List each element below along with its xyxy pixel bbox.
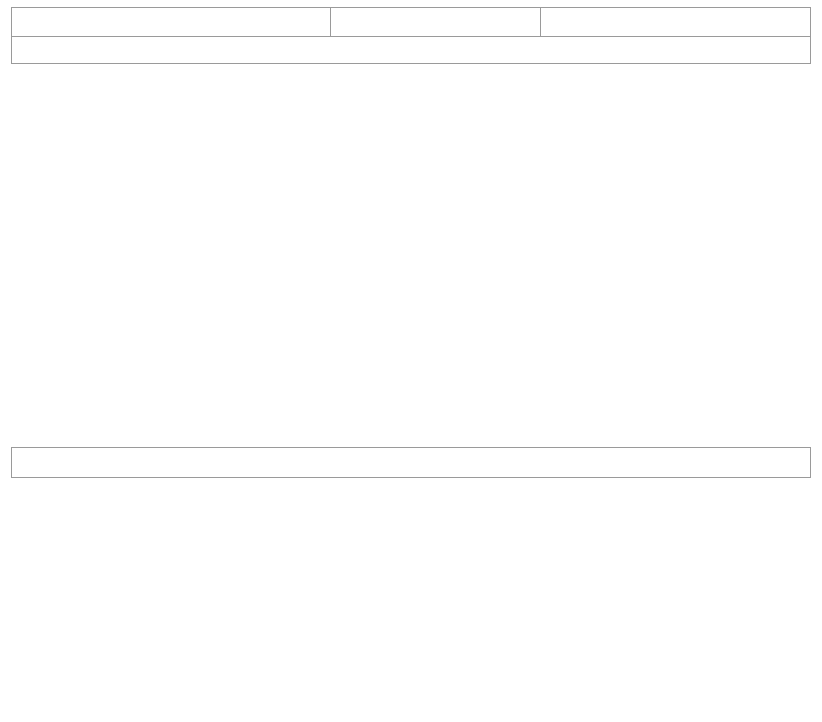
cost-table	[11, 447, 811, 478]
header-empty-cell	[12, 8, 331, 37]
header-row	[12, 8, 811, 37]
section-row-tech	[12, 37, 811, 64]
tech-price-table	[11, 7, 811, 64]
header-hjt	[541, 8, 811, 37]
section-row-cost	[12, 448, 811, 478]
header-perc	[331, 8, 541, 37]
section-title-cost	[12, 448, 811, 478]
section-title-tech	[12, 37, 811, 64]
